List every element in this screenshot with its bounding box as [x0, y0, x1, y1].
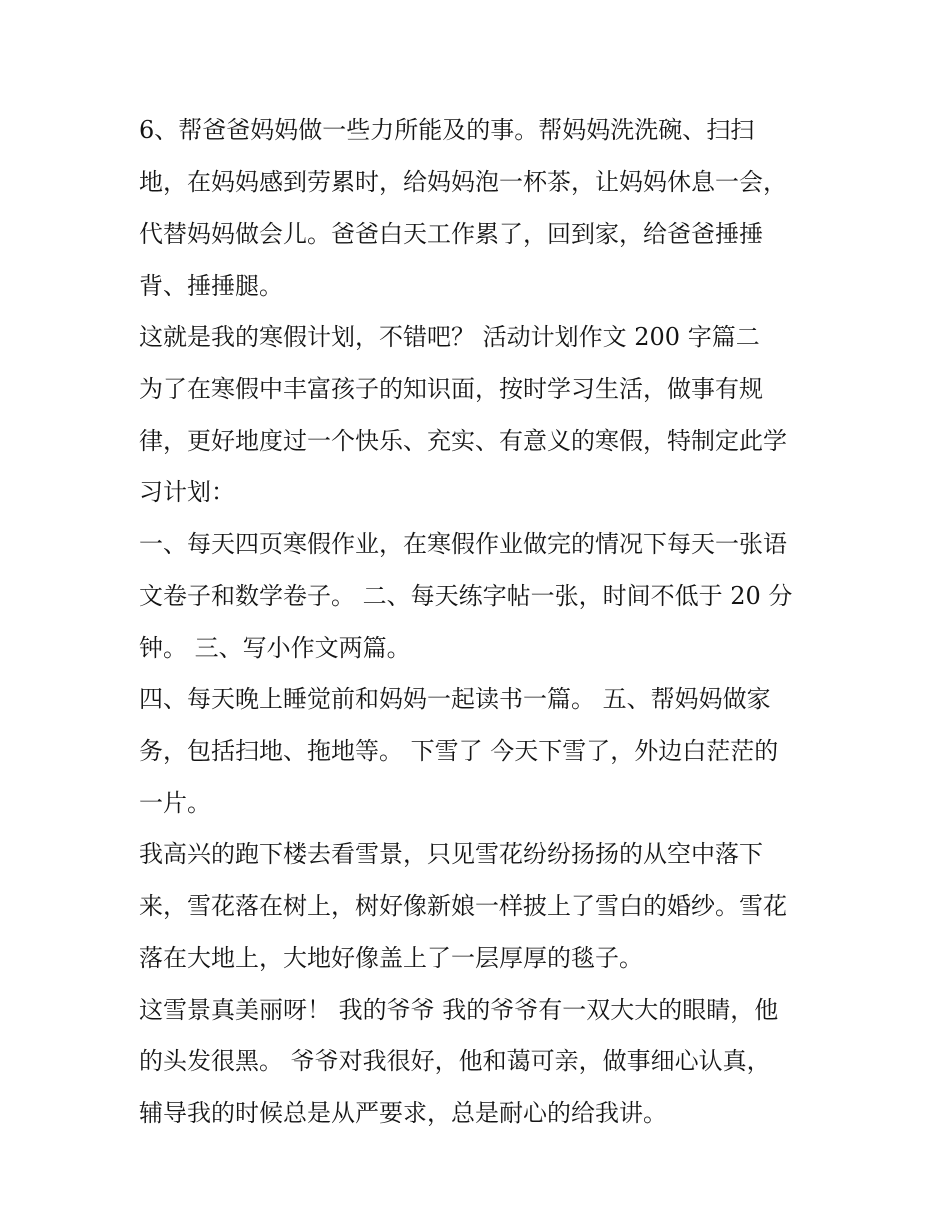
text-line: 这就是我的寒假计划，不错吧？ 活动计划作文 200 字篇二	[139, 323, 760, 351]
text-line: 辅导我的时候总是从严要求，总是耐心的给我讲。	[139, 1099, 667, 1127]
text-line: 律，更好地度过一个快乐、充实、有意义的寒假，特制定此学	[139, 427, 787, 455]
text-line: 的头发很黑。 爷爷对我很好，他和蔼可亲，做事细心认真，	[139, 1047, 771, 1075]
text-line: 一片。	[139, 789, 211, 817]
text-line: 这雪景真美丽呀！ 我的爷爷 我的爷爷有一双大大的眼睛，他	[139, 996, 779, 1024]
text-line: 四、每天晚上睡觉前和妈妈一起读书一篇。 五、帮妈妈做家	[139, 685, 771, 713]
text-line: 我高兴的跑下楼去看雪景，只见雪花纷纷扬扬的从空中落下	[139, 840, 763, 868]
text-line: 务，包括扫地、拖地等。 下雪了 今天下雪了，外边白茫茫的	[139, 737, 779, 765]
text-line: 背、捶捶腿。	[139, 272, 283, 300]
text-line: 来，雪花落在树上，树好像新娘一样披上了雪白的婚纱。雪花	[139, 892, 787, 920]
text-line: 6、帮爸爸妈妈做一些力所能及的事。帮妈妈洗洗碗、扫扫	[139, 116, 755, 144]
text-line: 代替妈妈做会儿。爸爸白天工作累了，回到家，给爸爸捶捶	[139, 220, 763, 248]
text-line: 一、每天四页寒假作业，在寒假作业做完的情况下每天一张语	[139, 530, 787, 558]
text-line: 落在大地上，大地好像盖上了一层厚厚的毯子。	[139, 944, 643, 972]
text-line: 为了在寒假中丰富孩子的知识面，按时学习生活，做事有规	[139, 375, 763, 403]
text-line: 文卷子和数学卷子。 二、每天练字帖一张，时间不低于 20 分	[139, 582, 793, 610]
text-line: 钟。 三、写小作文两篇。	[139, 634, 411, 662]
text-line: 地，在妈妈感到劳累时，给妈妈泡一杯茶，让妈妈休息一会，	[139, 168, 787, 196]
text-line: 习计划：	[139, 478, 235, 506]
